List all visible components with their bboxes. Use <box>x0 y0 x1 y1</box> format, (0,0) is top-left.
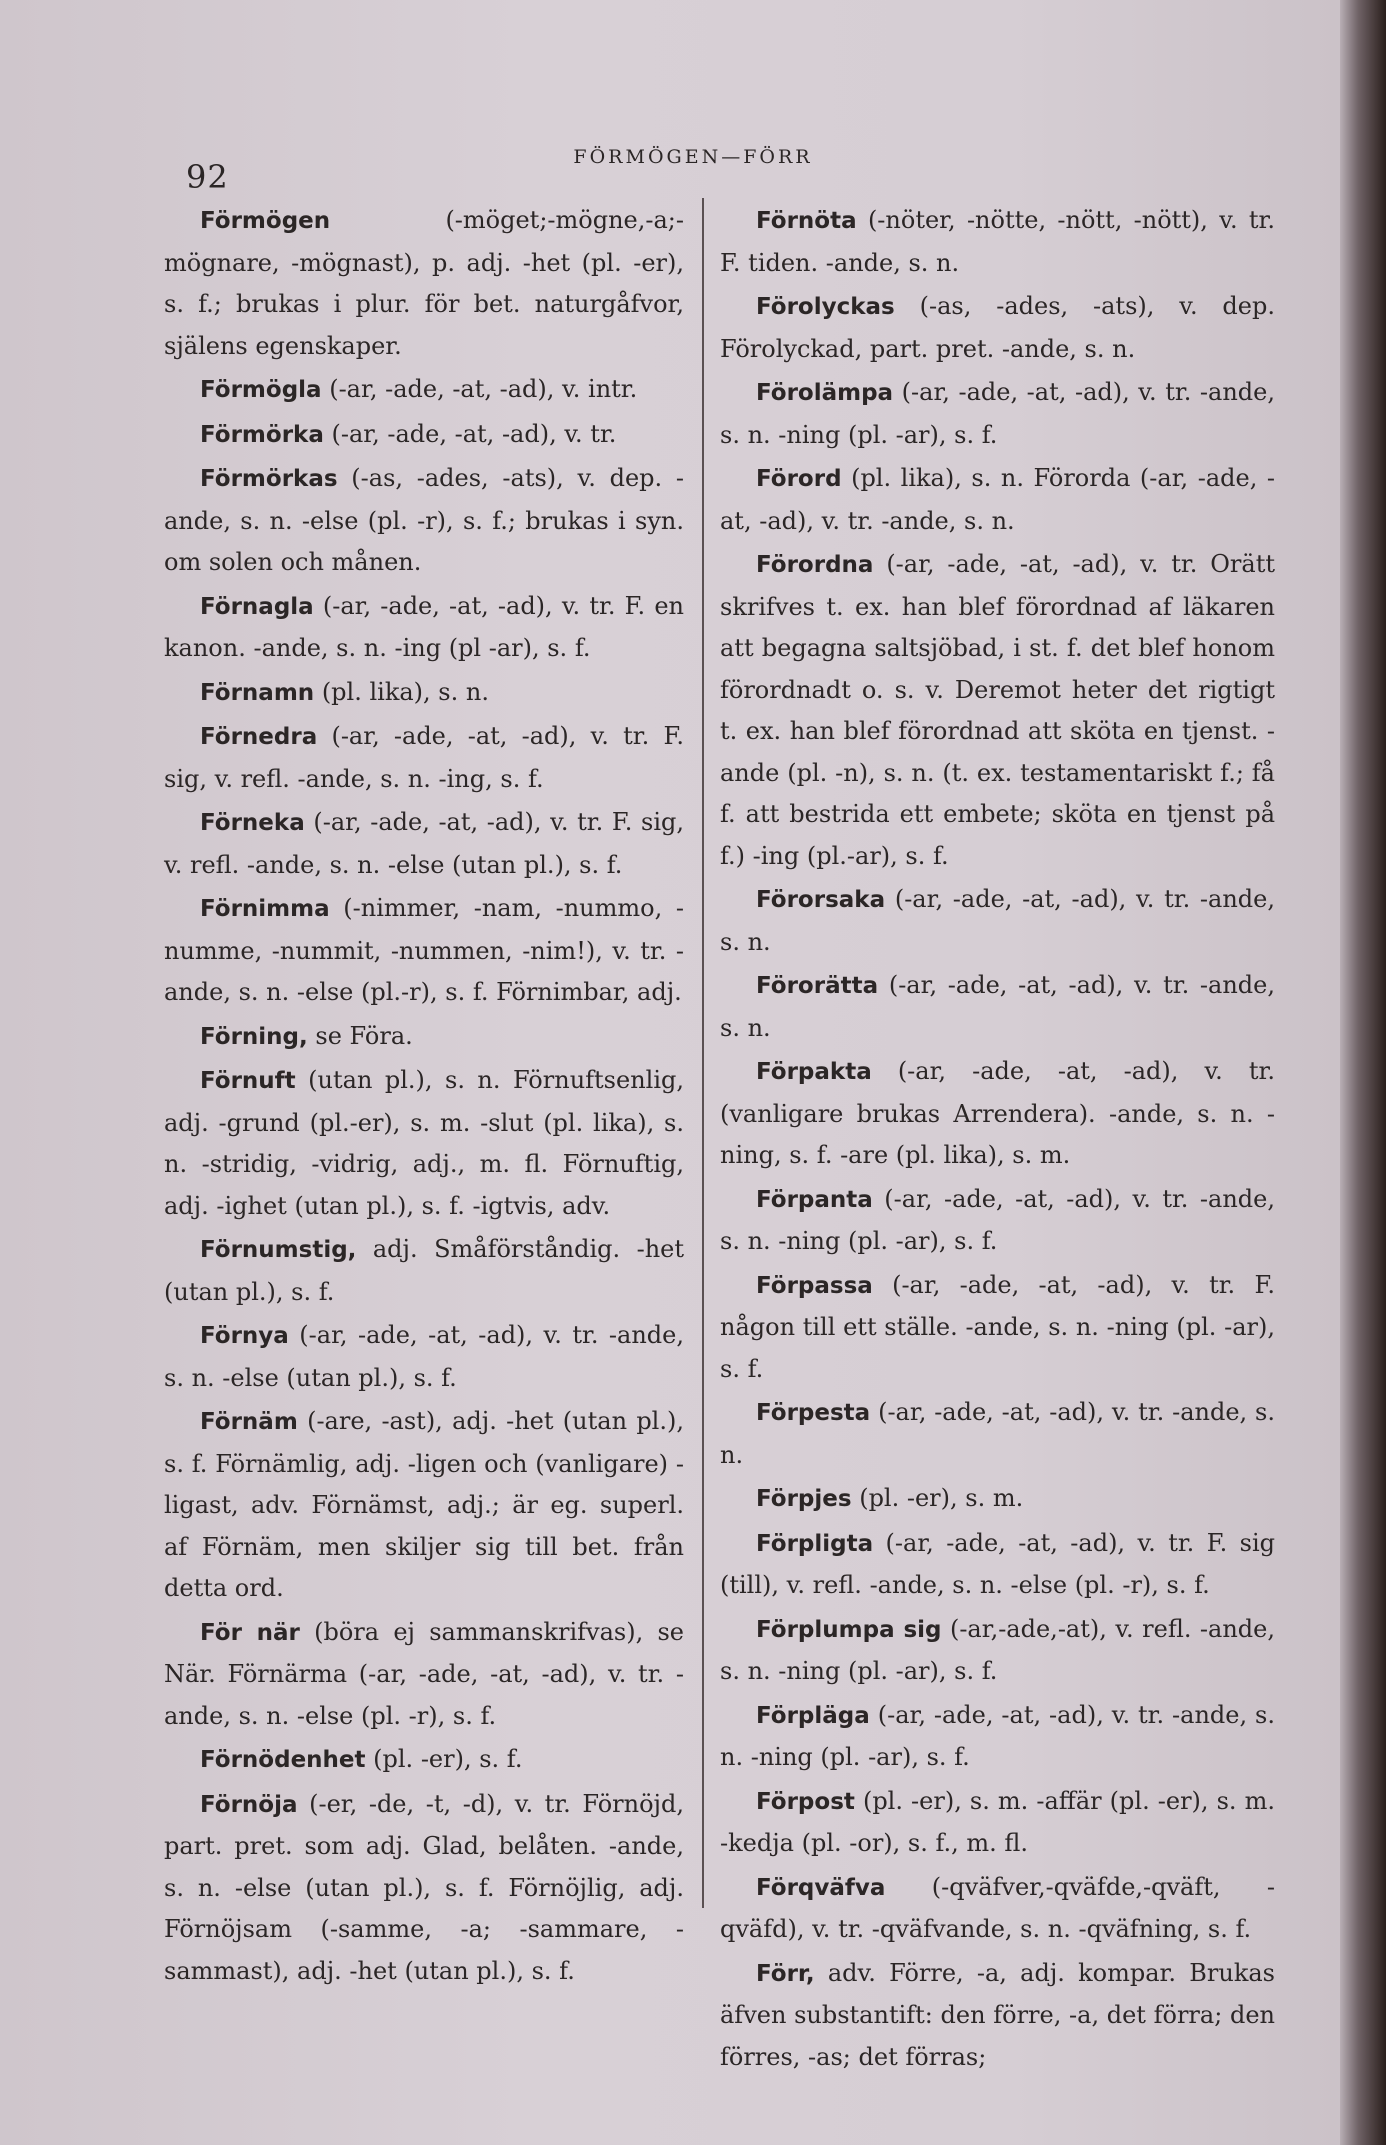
entry-headword: Förnödenhet <box>200 1747 366 1773</box>
dictionary-entry <box>164 888 684 1014</box>
entry-headword: Förnumstig, <box>200 1237 357 1263</box>
dictionary-entry <box>720 286 1275 370</box>
entry-headword: Förpost <box>756 1788 855 1815</box>
entry-definition: (-ar, -ade, -at, -ad), v. tr. F. sig (till), v. refl. -ande, s. n. -else (pl. -r), s. f. <box>720 1528 1275 1599</box>
entry-definition: (pl. lika), s. n. Förorda (-ar, -ade, -at, -ad), v. tr. -ande, s. n. <box>720 464 1275 535</box>
entry-headword: Förnäm <box>200 1409 298 1435</box>
entry-definition: (-ar,-ade,-at), v. refl. -ande, s. n. -ning (pl. -ar), s. f. <box>720 1614 1275 1685</box>
entry-headword: Förolyckas <box>756 294 895 320</box>
dictionary-entry <box>720 1523 1275 1607</box>
entry-definition: (-ar, -ade, -at, -ad), v. tr. -ande, s. n. -ning (pl. -ar), s. f. <box>720 1700 1275 1771</box>
dictionary-entry <box>164 1401 684 1610</box>
entry-definition: se Föra. <box>315 1021 413 1050</box>
dictionary-entry <box>164 1315 684 1399</box>
dictionary-entry <box>720 1695 1275 1779</box>
entry-headword: Förorsaka <box>756 887 886 913</box>
entry-headword: Förr, <box>756 1960 815 1987</box>
entry-headword: Förmögla <box>200 377 322 403</box>
entry-headword: Förmögen <box>200 208 331 234</box>
entry-headword: Förmörka <box>200 421 324 448</box>
entry-headword: Förnamn <box>200 679 315 706</box>
dictionary-entry <box>720 1392 1275 1476</box>
entry-definition: (-are, -ast), adj. -het (utan pl.), s. f. Förnämlig, adj. -ligen och (vanligare) -ligast, adv. Förnämst, adj.; är eg. superl. af Förnäm, men skiljer sig till bet. från detta ord. <box>164 1407 684 1602</box>
entry-headword: Förpanta <box>756 1186 873 1213</box>
entry-headword: Förnedra <box>200 724 318 750</box>
entry-definition: (-ar, -ade, -at, -ad), v. tr. <box>331 419 617 448</box>
entry-definition: (-qväfver,-qväfde,-qväft, -qväfd), v. tr. -qväfvande, s. n. -qväfning, s. f. <box>720 1872 1275 1943</box>
dictionary-entry <box>164 1739 684 1782</box>
entry-definition: (-ar, -ade, -at, -ad), v. tr. -ande, s. n. -ning (pl. -ar), s. f. <box>720 1184 1275 1255</box>
entry-definition: (pl. -er), s. f. <box>373 1745 523 1773</box>
dictionary-entry <box>720 1867 1275 1951</box>
dictionary-entry <box>164 369 684 412</box>
dictionary-entry <box>720 1051 1275 1177</box>
entry-headword: Förnya <box>200 1323 289 1349</box>
dictionary-entry <box>164 200 684 367</box>
entry-definition: (-ar, -ade, -at, -ad), v. tr. F. sig, v. refl. -ande, s. n. -ing, s. f. <box>164 722 684 793</box>
entry-definition: (-ar, -ade, -at, -ad), v. tr. F. en kanon. -ande, s. n. -ing (pl -ar), s. f. <box>164 591 684 662</box>
entry-headword: Förorätta <box>756 973 879 999</box>
dictionary-entry <box>164 1016 684 1059</box>
dictionary-entry <box>164 802 684 886</box>
entry-definition: (pl. lika), s. n. <box>321 677 489 706</box>
left-column <box>164 200 684 1994</box>
dictionary-entry <box>164 458 684 584</box>
dictionary-entry <box>720 1953 1275 2079</box>
entry-headword: Förnöta <box>756 208 857 234</box>
page-edge-shadow <box>1340 0 1386 2145</box>
entry-definition: (utan pl.), s. n. Förnuftsenlig, adj. -grund (pl.-er), s. m. -slut (pl. lika), s. n. -stridig, -vidrig, adj., m. fl. Förnuftig, adj. -ighet (utan pl.), s. f. -igtvis, adv. <box>164 1066 684 1220</box>
entry-definition: (böra ej sammanskrifvas), se När. Förnärma (-ar, -ade, -at, -ad), v. tr. -ande, s. n. -else (pl. -r), s. f. <box>164 1617 684 1730</box>
entry-definition: (pl. -er), s. m. <box>859 1484 1024 1512</box>
entry-definition: (-ar, -ade, -at, -ad), v. intr. <box>329 375 638 403</box>
entry-definition: (-ar, -ade, -at, -ad), v. tr. -ande, s. n. -ning (pl. -ar), s. f. <box>720 378 1275 449</box>
entry-headword: Förpesta <box>756 1400 871 1426</box>
entry-definition: (-ar, -ade, -at, -ad), v. tr. F. någon till ett ställe. -ande, s. n. -ning (pl. -ar), s. f. <box>720 1270 1275 1383</box>
entry-headword: Förordna <box>756 552 874 578</box>
entry-headword: Förpakta <box>756 1059 872 1085</box>
column-divider <box>702 198 704 1908</box>
entry-definition: (-nimmer, -nam, -nummo, -numme, -nummit, -nummen, -nim!), v. tr. -ande, s. n. -else (pl.-r), s. f. Förnimbar, adj. <box>164 894 684 1006</box>
entry-definition: adj. Småförståndig. -het (utan pl.), s. f. <box>164 1235 684 1306</box>
entry-definition: (-ar, -ade, -at, -ad), v. tr. -ande, s. n. <box>720 971 1275 1042</box>
dictionary-entry <box>720 458 1275 542</box>
entry-headword: Förpassa <box>756 1272 873 1299</box>
right-column <box>720 200 1275 2080</box>
entry-headword: Förnöja <box>200 1791 298 1818</box>
dictionary-entry <box>164 1612 684 1738</box>
dictionary-entry <box>720 879 1275 963</box>
entry-headword: Förpläga <box>756 1702 870 1729</box>
running-head: FÖRMÖGEN—FÖRR <box>573 146 813 168</box>
entry-definition: (-möget;-mögne,-a;-mögnare, -mögnast), p. adj. -het (pl. -er), s. f.; brukas i plur. för bet. naturgåfvor, själens egenskaper. <box>164 206 684 360</box>
entry-headword: Förning, <box>200 1023 308 1050</box>
entry-definition: (-ar, -ade, -at, -ad), v. tr. -ande, s. n. -else (utan pl.), s. f. <box>164 1321 684 1392</box>
entry-headword: Förolämpa <box>756 380 894 406</box>
entry-headword: Förqväfva <box>756 1874 886 1901</box>
dictionary-entry <box>720 372 1275 456</box>
entry-headword: Förnagla <box>200 593 314 620</box>
dictionary-entry <box>164 1060 684 1227</box>
dictionary-entry <box>720 200 1275 284</box>
entry-definition: (-as, -ades, -ats), v. dep. -ande, s. n. -else (pl. -r), s. f.; brukas i syn. om solen och månen. <box>164 464 684 576</box>
entry-definition: adv. Förre, -a, adj. kompar. Brukas äfven substantift: den förre, -a, det förra; den förres, -as; det förras; <box>720 1958 1275 2071</box>
entry-headword: Förpligta <box>756 1530 874 1557</box>
dictionary-entry <box>720 1265 1275 1391</box>
dictionary-entry <box>164 1229 684 1313</box>
entry-headword: Förmörkas <box>200 466 338 492</box>
dictionary-entry <box>164 716 684 800</box>
entry-definition: (-ar, -ade, -at, -ad), v. tr. F. sig, v. refl. -ande, s. n. -else (utan pl.), s. f. <box>164 808 684 879</box>
dictionary-entry <box>720 1781 1275 1865</box>
dictionary-entry <box>720 1179 1275 1263</box>
entry-definition: (-ar, -ade, -at, -ad), v. tr. -ande, s. n. <box>720 1398 1275 1469</box>
entry-headword: Förpjes <box>756 1486 852 1512</box>
entry-headword: Förneka <box>200 810 305 836</box>
entry-definition: (-nöter, -nötte, -nött, -nött), v. tr. F. tiden. -ande, s. n. <box>720 206 1275 277</box>
entry-headword: Förnuft <box>200 1068 296 1094</box>
entry-definition: (-er, -de, -t, -d), v. tr. Förnöjd, part. pret. som adj. Glad, belåten. -ande, s. n. -else (utan pl.), s. f. Förnöjlig, adj. Förnöjsam (-samme, -a; -sammare, -sammast), adj. -het (utan pl.), s. f. <box>164 1789 684 1985</box>
dictionary-entry <box>164 1784 684 1993</box>
dictionary-entry <box>720 965 1275 1049</box>
entry-definition: (pl. -er), s. m. -affär (pl. -er), s. m. -kedja (pl. -or), s. f., m. fl. <box>720 1786 1276 1857</box>
entry-definition: (-ar, -ade, -at, -ad), v. tr. (vanligare brukas Arrendera). -ande, s. n. -ning, s. f. -are (pl. lika), s. m. <box>720 1057 1275 1169</box>
entry-definition: (-ar, -ade, -at, -ad), v. tr. Orätt skrifves t. ex. han blef förordnad af läkaren att begagna saltsjöbad, i st. f. det blef honom förordnadt o. s. v. Deremot heter det rigtigt t. ex. han blef förordnad att sköta en tjenst. -ande (pl. -n), s. n. (t. ex. testamentariskt f.; få f. att bestrida ett embete; sköta en tjenst på f.) -ing (pl.-ar), s. f. <box>720 550 1275 870</box>
entry-headword: För när <box>200 1619 300 1646</box>
dictionary-entry <box>720 1478 1275 1521</box>
page-number: 92 <box>186 158 229 196</box>
entry-headword: Förplumpa sig <box>756 1616 942 1643</box>
dictionary-entry <box>164 586 684 670</box>
dictionary-entry <box>720 1609 1275 1693</box>
dictionary-entry <box>164 672 684 715</box>
dictionary-entry <box>720 544 1275 877</box>
entry-headword: Förnimma <box>200 896 330 922</box>
dictionary-entry <box>164 414 684 457</box>
entry-headword: Förord <box>756 466 842 492</box>
entry-definition: (-as, -ades, -ats), v. dep. Förolyckad, part. pret. -ande, s. n. <box>720 292 1275 363</box>
entry-definition: (-ar, -ade, -at, -ad), v. tr. -ande, s. n. <box>720 885 1275 956</box>
